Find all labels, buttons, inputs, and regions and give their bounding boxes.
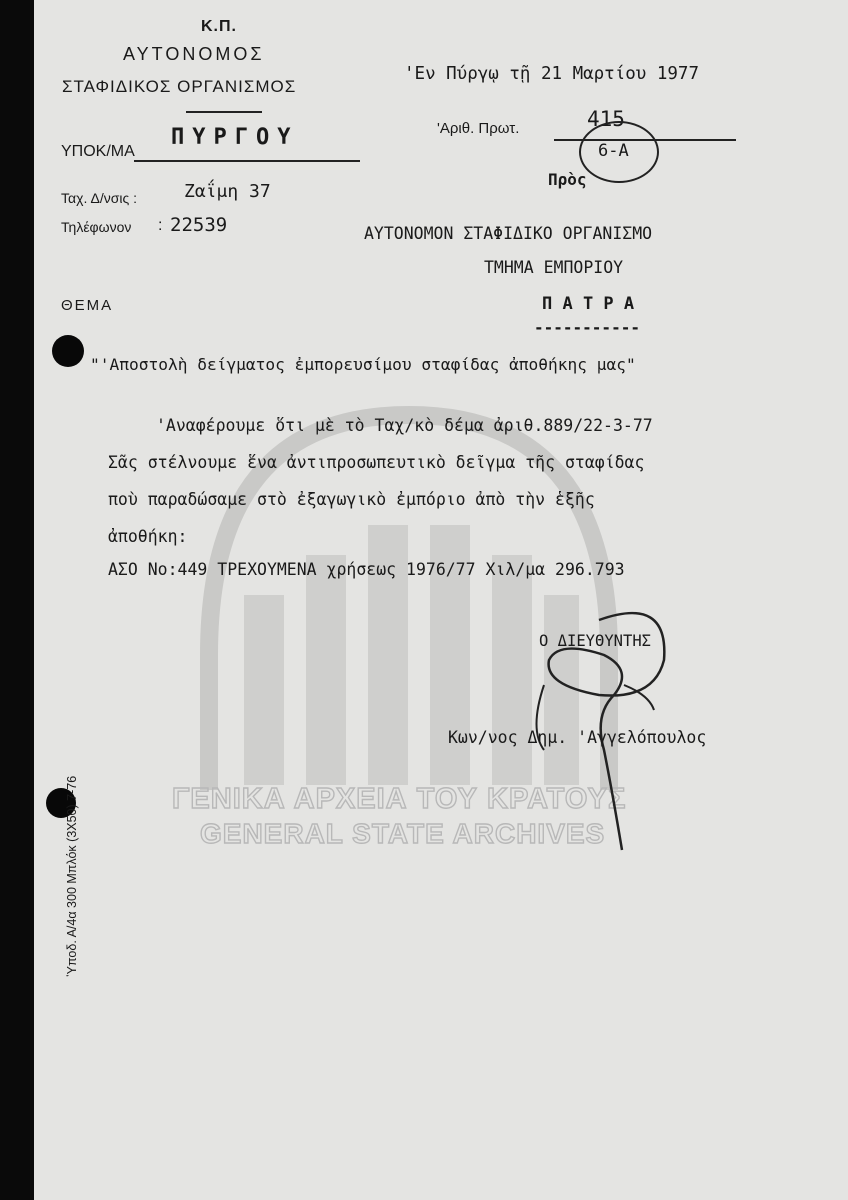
letter-page bbox=[34, 0, 848, 1200]
date-line: 'Εν Πύργῳ τῇ 21 Μαρτίου 1977 bbox=[404, 64, 700, 84]
recipient-line2: ΤΜΗΜΑ ΕΜΠΟΡΙΟΥ bbox=[484, 258, 624, 277]
recipient-rule: ----------- bbox=[534, 318, 640, 337]
director-name: Κων/νος Δημ. 'Αγγελόπουλος bbox=[448, 728, 707, 747]
phone-label: Τηλέφωνον bbox=[61, 219, 132, 235]
recipient-line1: ΑΥΤΟΝΟΜΟΝ ΣΤΑΦΙΔΙΚΟ ΟΡΓΑΝΙΣΜΟ bbox=[364, 224, 653, 243]
body-line-5: ΑΣΟ Νο:449 ΤΡΕΧΟΥΜΕΝΑ χρήσεως 1976/77 Χιλ/μα 296.793 bbox=[108, 560, 625, 579]
branch-value: ΠΥΡΓΟΥ bbox=[171, 125, 299, 150]
org-name-line1: ΑΥΤΟΝΟΜΟΣ bbox=[123, 44, 265, 64]
watermark-greek: ΓΕΝΙΚΑ ΑΡΧΕΙΑ ΤΟΥ ΚΡΑΤΟΥΣ bbox=[172, 783, 627, 815]
org-name-line2: ΣΤΑΦΙΔΙΚΟΣ ΟΡΓΑΝΙΣΜΟΣ bbox=[62, 77, 297, 96]
protocol-label: 'Αριθ. Πρωτ. bbox=[437, 120, 520, 137]
subject-label: ΘΕΜΑ bbox=[61, 297, 114, 314]
form-code-note: Ὑποδ. Α/4α 300 Μπλόκ (3Χ50) 7-76 bbox=[65, 775, 79, 977]
address-value: Ζαΐμη 37 bbox=[184, 181, 271, 202]
address-label: Ταχ. Δ/νσις : bbox=[61, 190, 137, 206]
body-line-4: ἀποθήκη: bbox=[108, 527, 188, 546]
classification-code: 6-Α bbox=[598, 141, 629, 161]
subject-text: "'Αποστολὴ δείγματος ἐμπορευσίμου σταφίδας ἀποθήκης μας" bbox=[90, 355, 636, 374]
kp-abbreviation: Κ.Π. bbox=[201, 18, 237, 35]
letterhead-divider bbox=[186, 111, 262, 113]
phone-colon: : bbox=[158, 217, 163, 234]
branch-underline bbox=[134, 160, 360, 162]
watermark-english: GENERAL STATE ARCHIVES bbox=[200, 818, 606, 849]
binder-hole bbox=[52, 335, 84, 367]
body-line-1: 'Αναφέρουμε ὅτι μὲ τὸ Ταχ/κὸ δέμα ἀριθ.889/22-3-77 bbox=[156, 416, 653, 435]
branch-label: ΥΠΟΚ/ΜΑ bbox=[61, 143, 135, 160]
director-title: Ο ΔΙΕΥΘΥΝΤΗΣ bbox=[539, 632, 651, 650]
phone-value: 22539 bbox=[170, 214, 228, 236]
body-line-2: Σᾶς στέλνουμε ἕνα ἀντιπροσωπευτικὸ δεῖγμα τῆς σταφίδας bbox=[108, 453, 645, 472]
recipient-city: Π Α Τ Ρ Α bbox=[542, 294, 635, 314]
pros-label: Πρὸς bbox=[548, 170, 587, 189]
protocol-number: 415 bbox=[587, 107, 625, 131]
body-line-3: ποὺ παραδώσαμε στὸ ἐξαγωγικὸ ἐμπόριο ἀπὸ τὴν ἑξῆς bbox=[108, 490, 595, 509]
